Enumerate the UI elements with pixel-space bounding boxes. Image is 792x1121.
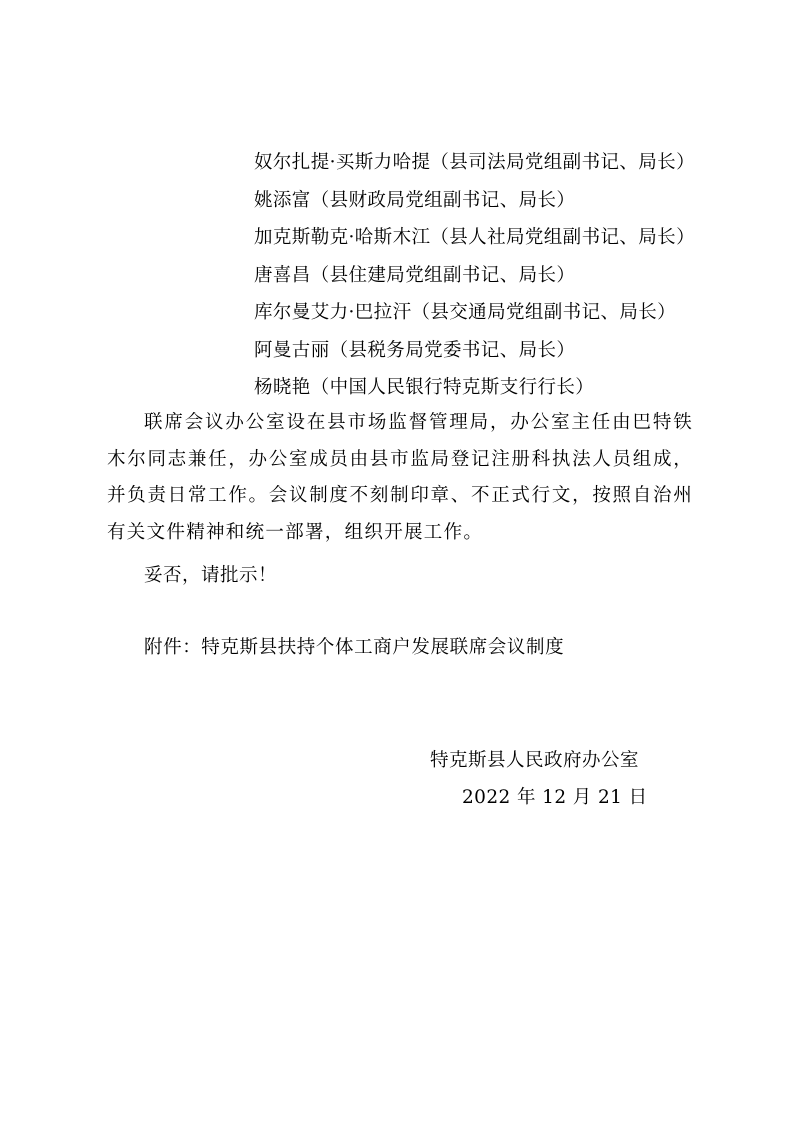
office-paragraph: 联席会议办公室设在县市场监督管理局，办公室主任由巴特铁木尔同志兼任，办公室成员由县市监局登记注册科执法人员组成，并负责日常工作。会议制度不刻制印章、不正式行文，按照自治州有关文件精神和统一部署，组织开展工作。 — [107, 412, 693, 543]
member-item: 奴尔扎提·买斯力哈提（县司法局党组副书记、局长） — [254, 152, 695, 173]
signature-office: 特克斯县人民政府办公室 — [430, 750, 640, 771]
member-item: 加克斯勒克·哈斯木江（县人社局党组副书记、局长） — [254, 227, 695, 248]
attachment-note: 附件：特克斯县扶持个体工商户发展联席会议制度 — [144, 637, 565, 658]
member-item: 杨晓艳（中国人民银行特克斯支行行长） — [254, 377, 595, 398]
member-item: 库尔曼艾力·巴拉汗（县交通局党组副书记、局长） — [254, 302, 677, 323]
signature-date: 2022 年 12 月 21 日 — [462, 787, 648, 808]
member-item: 唐喜昌（县住建局党组副书记、局长） — [254, 264, 576, 286]
member-item: 姚添富（县财政局党组副书记、局长） — [254, 189, 576, 211]
member-item: 阿曼古丽（县税务局党委书记、局长） — [254, 339, 576, 361]
approval-request: 妥否，请批示！ — [144, 565, 278, 586]
member-list — [254, 144, 695, 407]
